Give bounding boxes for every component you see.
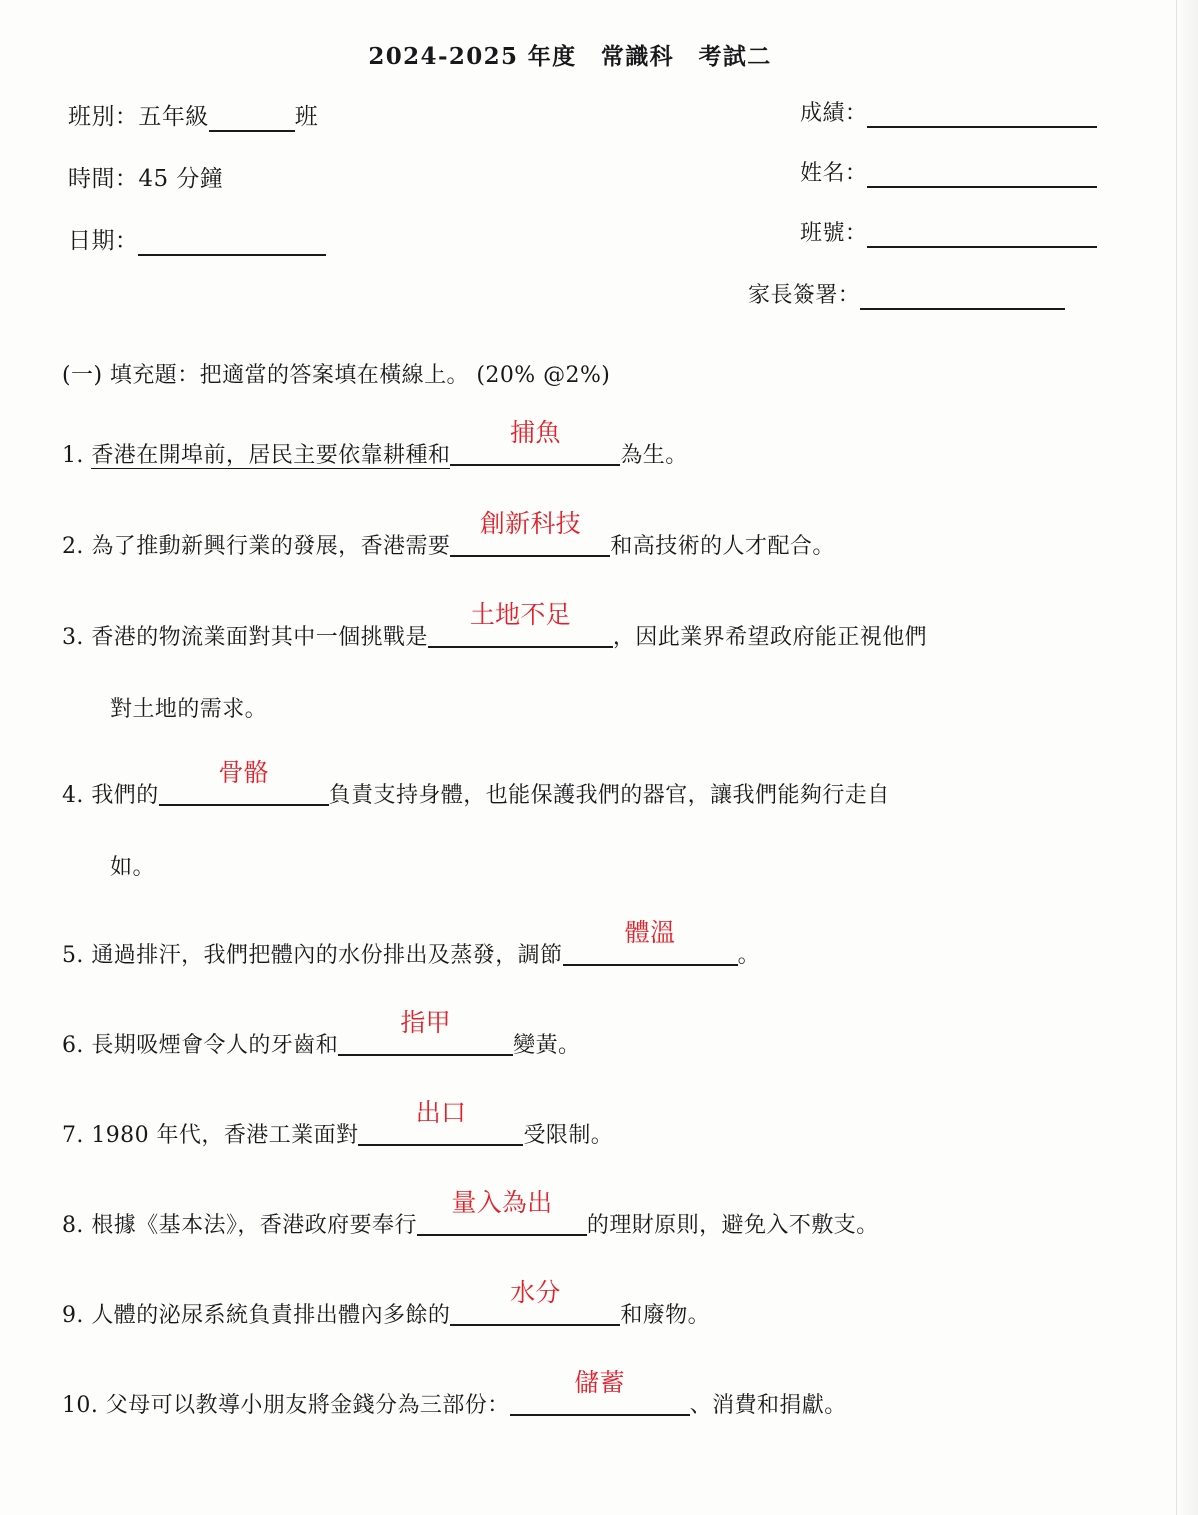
header-field-parent-signature-label: 家長簽署： bbox=[748, 283, 861, 308]
question-number: 7. bbox=[62, 1123, 84, 1148]
header-field-class-blank[interactable] bbox=[209, 104, 295, 132]
page-edge-line bbox=[1176, 0, 1177, 1515]
header-field-duration-label: 時間：45 分鐘 bbox=[68, 166, 224, 192]
question-text-before: 根據《基本法》，香港政府要奉行 bbox=[91, 1213, 417, 1238]
question-text-after: 、消費和捐獻。 bbox=[689, 1393, 847, 1418]
question-text-before: 人體的泌尿系統負責排出體內多餘的 bbox=[91, 1303, 451, 1328]
answer-text: 土地不足 bbox=[469, 600, 571, 629]
question-item bbox=[62, 600, 1152, 722]
header-field-parent-signature-blank[interactable] bbox=[860, 283, 1065, 310]
question-number: 8. bbox=[62, 1213, 84, 1238]
question-number: 6. bbox=[62, 1033, 84, 1058]
question-text-continuation: 如。 bbox=[110, 855, 155, 880]
header-field-duration bbox=[68, 160, 223, 193]
question-item bbox=[62, 1098, 1152, 1164]
header-field-date bbox=[68, 222, 326, 256]
question-text-before: 我們的 bbox=[91, 783, 159, 808]
question-text-before: 長期吸煙會令人的牙齒和 bbox=[91, 1033, 339, 1058]
question-text-before: 為了推動新興行業的發展，香港需要 bbox=[91, 534, 451, 559]
question-text-after: 的理財原則，避免入不敷支。 bbox=[586, 1213, 879, 1238]
answer-blank[interactable] bbox=[510, 1368, 690, 1416]
header-field-class-label: 班別：五年級 bbox=[68, 104, 209, 130]
answer-blank[interactable] bbox=[417, 1188, 587, 1236]
question-text-after: 為生。 bbox=[620, 443, 688, 468]
header-field-date-blank[interactable] bbox=[138, 228, 326, 256]
question-text-after: 負責支持身體，也能保護我們的器官，讓我們能夠行走自 bbox=[328, 783, 890, 808]
answer-blank[interactable] bbox=[450, 1278, 620, 1326]
header-field-score bbox=[800, 96, 1097, 128]
question-text-after: 受限制。 bbox=[523, 1123, 614, 1148]
header-field-date-label: 日期： bbox=[68, 228, 139, 254]
question-text-before: 香港在開埠前，居民主要依靠耕種和 bbox=[91, 443, 451, 468]
answer-blank[interactable] bbox=[428, 600, 613, 648]
header-field-classno-label: 班號： bbox=[800, 221, 868, 246]
page-edge-shadow bbox=[1176, 0, 1198, 1515]
question-text-after: 和廢物。 bbox=[620, 1303, 711, 1328]
header-field-name-label: 姓名： bbox=[800, 161, 868, 186]
answer-text: 量入為出 bbox=[451, 1188, 553, 1217]
question-number: 9. bbox=[62, 1303, 84, 1328]
answer-text: 骨骼 bbox=[218, 758, 269, 787]
question-number: 2. bbox=[62, 534, 84, 559]
question-item bbox=[62, 1008, 1152, 1074]
question-text-after: 和高技術的人才配合。 bbox=[610, 534, 835, 559]
answer-text: 儲蓄 bbox=[574, 1368, 625, 1397]
header-field-class-suffix: 班 bbox=[294, 104, 319, 130]
header-field-parent-signature bbox=[748, 278, 1065, 310]
question-text-before: 通過排汗，我們把體內的水份排出及蒸發，調節 bbox=[91, 943, 563, 968]
header-field-name-blank[interactable] bbox=[867, 161, 1097, 188]
answer-blank[interactable] bbox=[358, 1098, 523, 1146]
answer-text: 體溫 bbox=[624, 918, 676, 947]
answer-blank[interactable] bbox=[338, 1008, 513, 1056]
question-text-before: 父母可以教導小朋友將金錢分為三部份： bbox=[105, 1393, 510, 1418]
answer-blank[interactable] bbox=[563, 918, 738, 966]
header-field-class bbox=[68, 98, 318, 132]
question-text-before: 香港的物流業面對其中一個挑戰是 bbox=[91, 625, 428, 650]
question-text-after: ，因此業界希望政府能正視他們 bbox=[612, 625, 928, 650]
question-item bbox=[62, 1368, 1152, 1434]
question-item bbox=[62, 418, 1152, 484]
header-field-score-blank[interactable] bbox=[867, 101, 1097, 128]
header-field-classno-blank[interactable] bbox=[867, 221, 1097, 248]
question-item bbox=[62, 1278, 1152, 1344]
question-text-after: 。 bbox=[737, 943, 761, 968]
page-title: 2024-2025 年度 常識科 考試二 bbox=[368, 43, 772, 70]
question-number: 10. bbox=[62, 1393, 99, 1418]
header-field-score-label: 成績： bbox=[800, 101, 868, 126]
question-text-after: 變黃。 bbox=[513, 1033, 581, 1058]
question-text-before: 1980 年代，香港工業面對 bbox=[91, 1123, 359, 1148]
question-number: 5. bbox=[62, 943, 84, 968]
question-number: 1. bbox=[62, 443, 84, 468]
question-number: 3. bbox=[62, 625, 84, 650]
answer-text: 指甲 bbox=[400, 1008, 451, 1037]
question-item bbox=[62, 918, 1152, 984]
answer-text: 水分 bbox=[510, 1278, 561, 1307]
answer-blank[interactable] bbox=[159, 758, 329, 806]
header-field-classno bbox=[800, 216, 1097, 248]
question-text-continuation: 對土地的需求。 bbox=[110, 697, 268, 722]
answer-text: 出口 bbox=[415, 1098, 467, 1127]
question-number: 4. bbox=[62, 783, 84, 808]
header-field-name bbox=[800, 156, 1097, 188]
answer-blank[interactable] bbox=[450, 509, 610, 557]
section-heading-fill-in-blanks: (一) 填充題：把適當的答案填在橫線上。 (20% @2%) bbox=[62, 363, 611, 388]
answer-text: 捕魚 bbox=[510, 418, 561, 447]
answer-blank[interactable] bbox=[450, 418, 620, 466]
answer-text: 創新科技 bbox=[479, 509, 581, 538]
question-item bbox=[62, 1188, 1152, 1254]
question-item bbox=[62, 509, 1152, 575]
question-item bbox=[62, 758, 1152, 880]
